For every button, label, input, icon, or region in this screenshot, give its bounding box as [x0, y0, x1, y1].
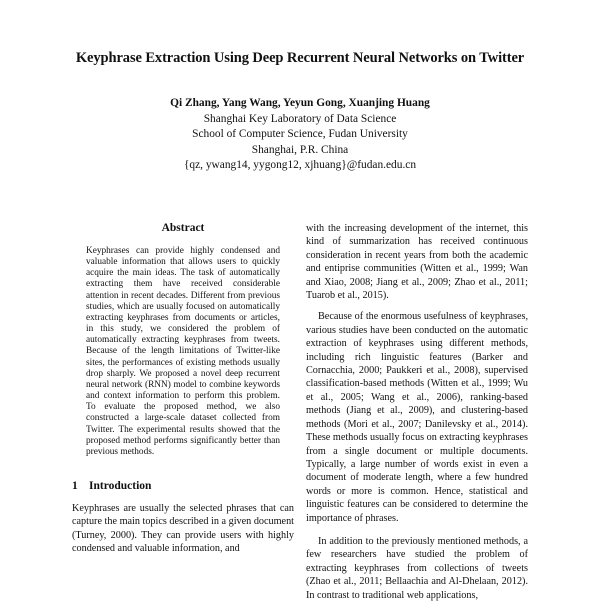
affiliation-location: Shanghai, P.R. China: [251, 143, 349, 156]
section-heading-introduction: [72, 480, 294, 492]
body-paragraph-2: Because of the enormous usefulness of keyphrases, various studies have been conducted on the automatic extraction of keyphrases using different methods, including rich linguistic features (Barker and Cornacchia, 2000; Paukkeri et al., 2008), supervised classification-based methods (Witten et al., 1999; Wu et al., 2005; Wang et al., 2006), ranking-based methods (Jiang et al., 2009), and clustering-based methods (Mori et al., 2007; Danilevsky et al., 2014). These methods usually focus on extracting keyphrases from a single document or multiple documents. Typically, a large number of words exist in even a document of moderate length, where a few hundred words or more is common. Hence, statistical and linguistic features can be considered to determine the importance of phrases.: [306, 311, 528, 524]
author-emails: {qz, ywang14, yygong12, xjhuang}@fudan.edu.cn: [183, 159, 417, 172]
abstract-body: Keyphrases can provide highly condensed and valuable information that allows users to quickly acquire the main ideas. The task of automatically extracting them have received considerable attention in recent decades. Different from previous studies, which are usually focused on automatically extracting keyphrases from documents or articles, in this study, we considered the problem of automatically extracting keyphrases from tweets. Because of the length limitations of Twitter-like sites, the performances of existing methods usually drop sharply. We proposed a novel deep recurrent neural network (RNN) model to combine keywords and context information to perform this problem. To evaluate the proposed method, we also constructed a large-scale dataset collected from Twitter. The experimental results showed that the proposed method performs significantly better than previous methods.: [86, 246, 280, 457]
affiliation-school: School of Computer Science, Fudan University: [192, 128, 408, 141]
author-block: [0, 96, 600, 174]
body-paragraph-1: with the increasing development of the internet, this kind of summarization has received continuous consideration in recent years from both the academic and entiprise communities (Witten et al., 1999; Wan and Xiao, 2008; Jiang et al., 2009; Zhao et al., 2011; Tuarob et al., 2015).: [306, 223, 528, 302]
right-column: [306, 222, 528, 602]
abstract-heading: Abstract: [161, 222, 205, 234]
section-number: 1: [72, 479, 78, 492]
section-title: Introduction: [89, 479, 152, 492]
intro-paragraph: Keyphrases are usually the selected phrases that can capture the main topics described in a given document (Turney, 2000). They can provide users with highly condensed and valuable information, and: [72, 502, 294, 555]
affiliation-lab: Shanghai Key Laboratory of Data Science: [203, 112, 397, 125]
author-names: Qi Zhang, Yang Wang, Yeyun Gong, Xuanjing Huang: [170, 97, 430, 109]
paper-title: Keyphrase Extraction Using Deep Recurrent Neural Networks on Twitter: [75, 50, 525, 66]
body-paragraph-3: In addition to the previously mentioned methods, a few researchers have studied the problem of extracting keyphrases from collections of tweets (Zhao et al., 2011; Bellaachia and Al-Dhelaan, 2012). In contrast to traditional web applications,: [306, 535, 528, 601]
left-column: [72, 222, 294, 556]
